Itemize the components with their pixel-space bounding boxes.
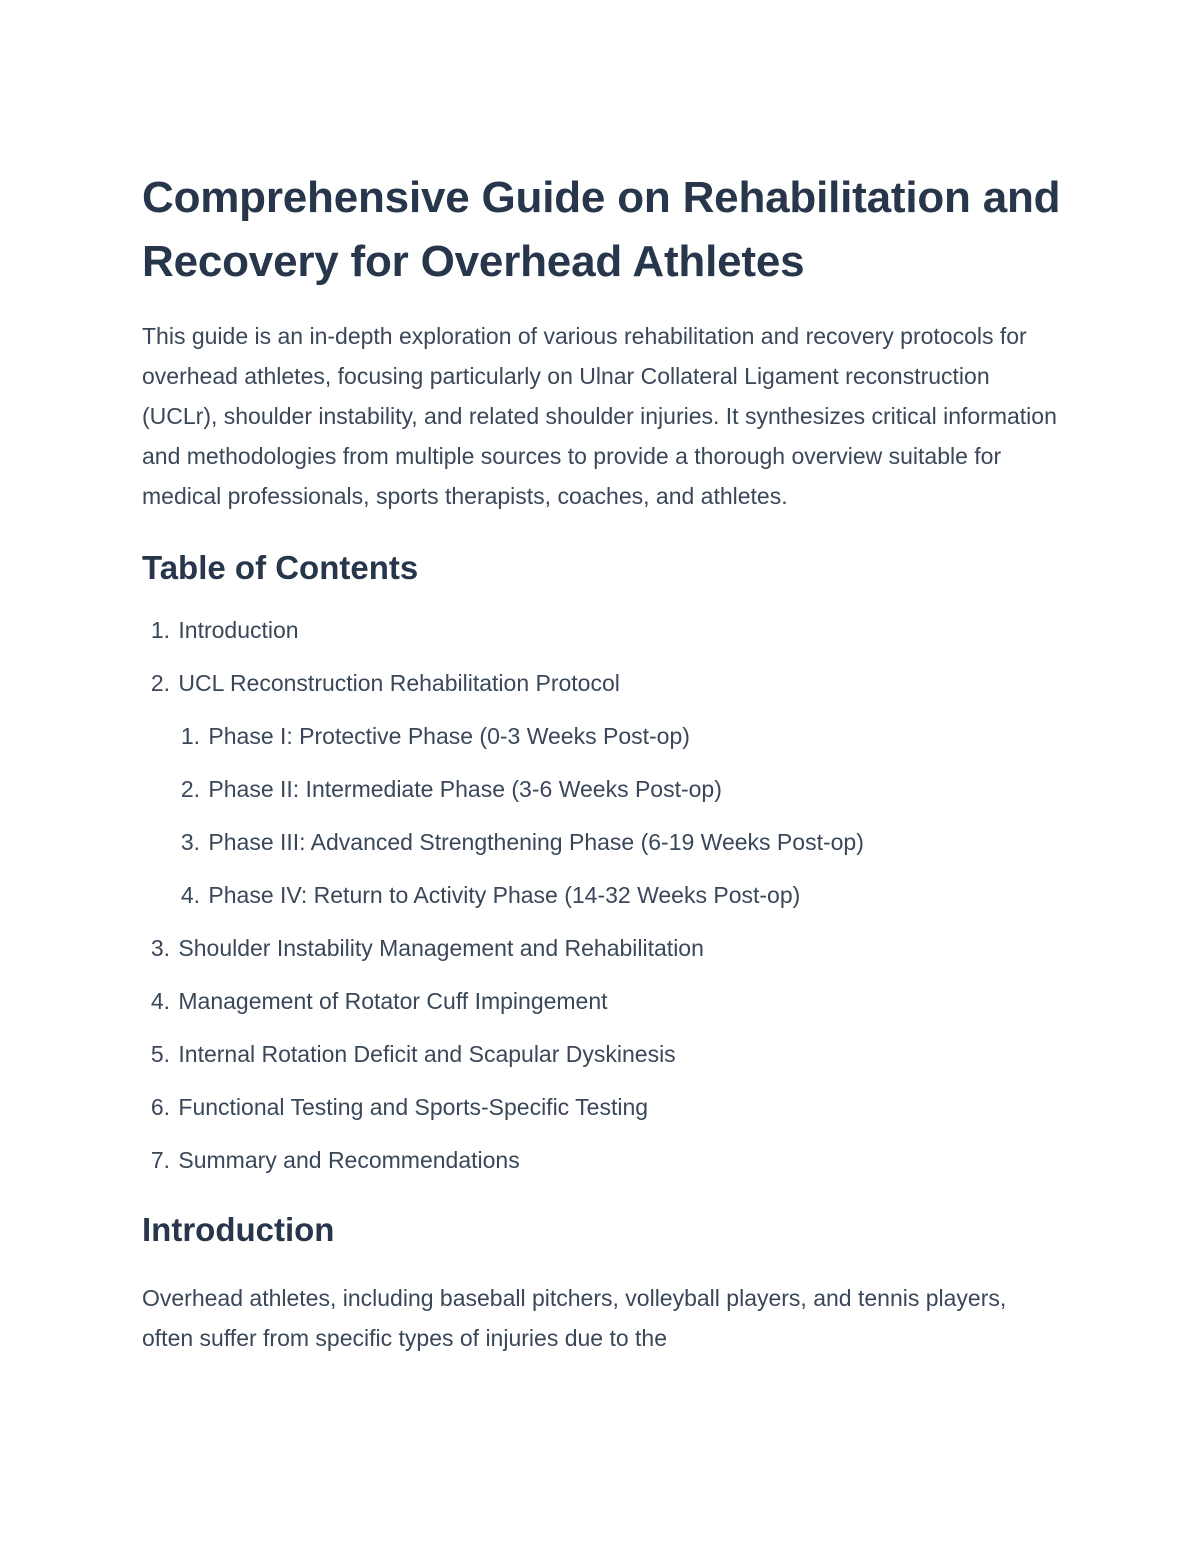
toc-item-internal-rotation[interactable] xyxy=(142,1040,1062,1068)
toc-item-label: Management of Rotator Cuff Impingement xyxy=(178,988,608,1014)
toc-item-label: Phase I: Protective Phase (0-3 Weeks Post-op) xyxy=(208,723,690,749)
toc-item-label: Internal Rotation Deficit and Scapular Dyskinesis xyxy=(178,1041,676,1067)
toc-item-shoulder-instability[interactable] xyxy=(142,934,1062,962)
toc-item-label: Introduction xyxy=(178,617,299,643)
toc-subitem-phase-1[interactable] xyxy=(142,722,1062,750)
toc-item-label: Phase II: Intermediate Phase (3-6 Weeks Post-op) xyxy=(208,776,722,802)
toc-item-ucl-reconstruction[interactable] xyxy=(142,669,1062,697)
toc-item-number: 2. xyxy=(150,670,170,696)
toc-item-number: 4. xyxy=(180,882,200,908)
toc-item-number: 1. xyxy=(180,723,200,749)
toc-item-number: 4. xyxy=(150,988,170,1014)
toc-subitem-phase-3[interactable] xyxy=(142,828,1062,856)
intro-paragraph: This guide is an in-depth exploration of various rehabilitation and recovery protocols for overhead athletes, focusing particularly on Ulnar Collateral Ligament reconstruction (UCLr), shoulder instability, and related shoulder injuries. It synthesizes critical information and methodologies from multiple sources to provide a thorough overview suitable for medical professionals, sports therapists, coaches, and athletes. xyxy=(142,323,1057,509)
toc-item-label: Functional Testing and Sports-Specific Testing xyxy=(178,1094,649,1120)
toc-item-summary[interactable] xyxy=(142,1146,1062,1174)
toc-item-label: Phase IV: Return to Activity Phase (14-32 Weeks Post-op) xyxy=(208,882,801,908)
toc-item-label: Summary and Recommendations xyxy=(178,1147,520,1173)
section-heading-introduction: Introduction xyxy=(142,1211,335,1248)
toc-item-number: 6. xyxy=(150,1094,170,1120)
toc-item-number: 5. xyxy=(150,1041,170,1067)
toc-item-number: 3. xyxy=(180,829,200,855)
toc-subitem-phase-2[interactable] xyxy=(142,775,1062,803)
toc-item-label: UCL Reconstruction Rehabilitation Protocol xyxy=(178,670,620,696)
toc-item-label: Shoulder Instability Management and Rehabilitation xyxy=(178,935,704,961)
toc-item-label: Phase III: Advanced Strengthening Phase (6-19 Weeks Post-op) xyxy=(208,829,864,855)
toc-subitem-phase-4[interactable] xyxy=(142,881,1062,909)
toc-item-functional-testing[interactable] xyxy=(142,1093,1062,1121)
toc-item-rotator-cuff[interactable] xyxy=(142,987,1062,1015)
toc-item-number: 3. xyxy=(150,935,170,961)
table-of-contents xyxy=(142,616,1062,1174)
document-title: Comprehensive Guide on Rehabilitation and Recovery for Overhead Athletes xyxy=(142,173,1061,286)
toc-item-number: 1. xyxy=(150,617,170,643)
toc-item-number: 2. xyxy=(180,776,200,802)
toc-item-number: 7. xyxy=(150,1147,170,1173)
document-page xyxy=(142,166,1062,1358)
introduction-paragraph: Overhead athletes, including baseball pitchers, volleyball players, and tennis players, often suffer from specific types of injuries due to the xyxy=(142,1285,1007,1351)
toc-heading: Table of Contents xyxy=(142,549,419,586)
toc-item-introduction[interactable] xyxy=(142,616,1062,644)
